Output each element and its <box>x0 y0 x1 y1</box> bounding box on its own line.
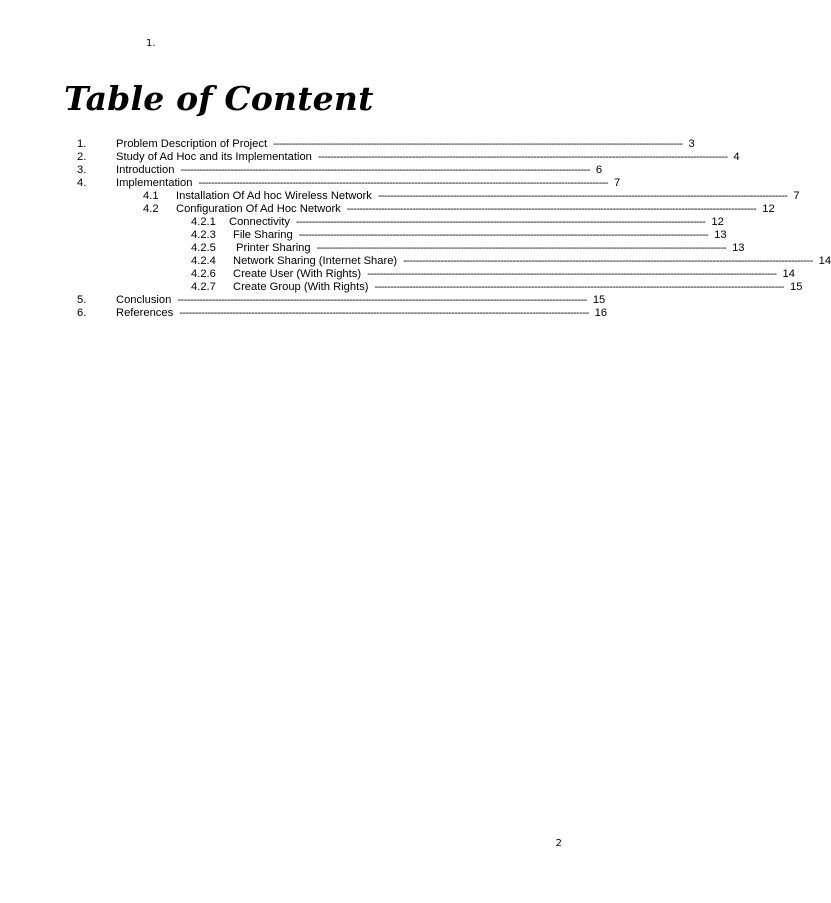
toc-leader: ----------------------------------------------------------------------------------------------------------------------------------- <box>179 307 589 319</box>
header-page-number: 1. <box>146 38 156 49</box>
toc-entry <box>0 138 695 151</box>
toc-entry <box>0 255 831 268</box>
toc-leader: ----------------------------------------------------------------------------------------------------------------------------------- <box>298 229 709 241</box>
toc-entry-number: 4. <box>77 177 87 189</box>
toc-leader: ----------------------------------------------------------------------------------------------------------------------------------- <box>316 242 727 254</box>
toc-entry-label: References <box>116 307 174 319</box>
toc-leader: ----------------------------------------------------------------------------------------------------------------------------------- <box>273 138 683 150</box>
toc-leader: ----------------------------------------------------------------------------------------------------------------------------------- <box>177 294 587 306</box>
toc-entry-number: 2. <box>77 151 87 163</box>
toc-entry-page: 4 <box>733 151 740 163</box>
footer-page-number: 2 <box>555 838 562 849</box>
toc-entry-label: Printer Sharing <box>236 242 311 254</box>
toc-leader: ----------------------------------------------------------------------------------------------------------------------------------- <box>346 203 757 215</box>
toc-entry-number: 4.2.4 <box>191 255 216 267</box>
toc-entry <box>0 268 795 281</box>
toc-leader: ----------------------------------------------------------------------------------------------------------------------------------- <box>180 164 590 176</box>
toc-entry-label: Network Sharing (Internet Share) <box>233 255 398 267</box>
toc-entry-page: 13 <box>732 242 745 254</box>
toc-entry-number: 4.2.1 <box>191 216 216 228</box>
toc-entry-page: 14 <box>818 255 831 267</box>
page-title: Table of Content <box>64 79 374 118</box>
toc-entry-label: Create User (With Rights) <box>233 268 362 280</box>
toc-entry <box>0 164 638 177</box>
toc-entry <box>0 203 775 216</box>
toc-entry <box>0 229 727 242</box>
toc-entry-page: 15 <box>790 281 803 293</box>
toc-entry <box>0 190 800 203</box>
toc-entry-number: 6. <box>77 307 87 319</box>
toc-entry-number: 4.1 <box>143 190 159 202</box>
toc-entry-label: Create Group (With Rights) <box>233 281 369 293</box>
toc-entry-page: 14 <box>782 268 795 280</box>
toc-entry-number: 4.2.7 <box>191 281 216 293</box>
toc-entry-label: File Sharing <box>233 229 293 241</box>
toc-leader: ----------------------------------------------------------------------------------------------------------------------------------- <box>295 216 706 228</box>
toc-entry <box>0 281 803 294</box>
toc-entry-label: Connectivity <box>229 216 290 228</box>
toc-entry-number: 4.2.3 <box>191 229 216 241</box>
toc-entry-number: 1. <box>77 138 87 150</box>
toc-entry-label: Introduction <box>116 164 175 176</box>
toc-leader: ----------------------------------------------------------------------------------------------------------------------------------- <box>367 268 777 280</box>
toc-entry <box>0 216 724 229</box>
toc-entry-label: Configuration Of Ad Hoc Network <box>176 203 341 215</box>
toc-entry-number: 5. <box>77 294 87 306</box>
toc-entry-page: 13 <box>714 229 727 241</box>
toc-leader: ----------------------------------------------------------------------------------------------------------------------------------- <box>403 255 813 267</box>
toc-entry-number: 4.2 <box>143 203 159 215</box>
toc-entry <box>0 242 745 255</box>
toc-leader: ----------------------------------------------------------------------------------------------------------------------------------- <box>377 190 788 202</box>
toc-entry <box>0 151 740 164</box>
toc-entry-label: Problem Description of Project <box>116 138 268 150</box>
toc-entry <box>0 307 638 320</box>
toc-entry-label: Study of Ad Hoc and its Implementation <box>116 151 312 163</box>
toc-leader: ----------------------------------------------------------------------------------------------------------------------------------- <box>374 281 784 293</box>
toc-entry-page: 7 <box>613 177 621 189</box>
toc-entry-page: 3 <box>688 138 695 150</box>
toc-leader: ----------------------------------------------------------------------------------------------------------------------------------- <box>317 151 728 163</box>
toc-entry-page: 15 <box>592 294 606 306</box>
toc-entry-page: 6 <box>595 164 603 176</box>
toc-entry <box>0 294 638 307</box>
toc-entry-number: 4.2.5 <box>191 242 216 254</box>
toc-entry-label: Conclusion <box>116 294 172 306</box>
toc-entry-number: 3. <box>77 164 87 176</box>
toc-entry-page: 12 <box>762 203 775 215</box>
toc-entry <box>0 177 638 190</box>
toc-leader: ----------------------------------------------------------------------------------------------------------------------------------- <box>198 177 608 189</box>
toc-entry-label: Installation Of Ad hoc Wireless Network <box>176 190 372 202</box>
toc-entry-page: 12 <box>711 216 724 228</box>
toc-entry-number: 4.2.6 <box>191 268 216 280</box>
toc-entry-page: 16 <box>594 307 608 319</box>
toc-entry-label: Implementation <box>116 177 193 189</box>
toc-entry-page: 7 <box>793 190 800 202</box>
